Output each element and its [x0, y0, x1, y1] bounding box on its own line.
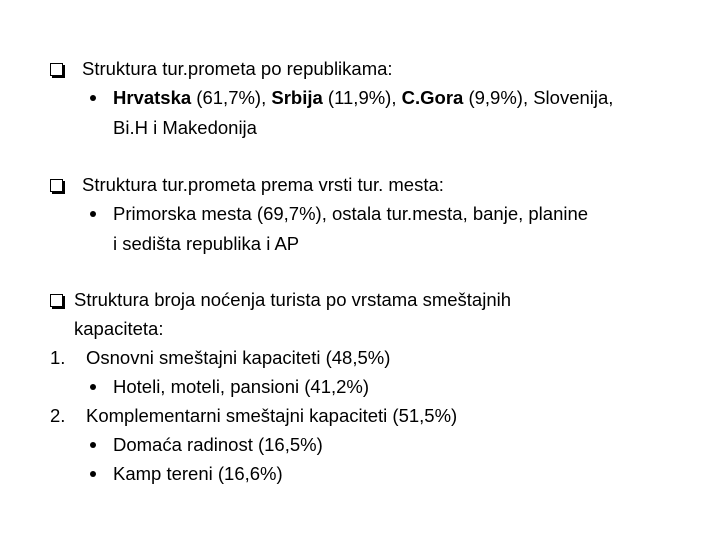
- republic-name: Srbija: [271, 87, 323, 108]
- republic-value: (9,9%), Slovenija,: [463, 87, 614, 108]
- bullet-icon: [90, 471, 96, 477]
- bullet-icon: [90, 384, 96, 390]
- list-number: 2.: [50, 405, 66, 426]
- list-item: Osnovni smeštajni kapaciteti (48,5%): [86, 347, 391, 368]
- section2-heading: Struktura tur.prometa prema vrsti tur. mesta:: [82, 174, 444, 195]
- republic-value: (11,9%),: [322, 87, 402, 108]
- list-item: Komplementarni smeštajni kapaciteti (51,5%): [86, 405, 458, 426]
- sub-list-item: Kamp tereni (16,6%): [113, 463, 283, 484]
- bullet-icon: [90, 95, 96, 101]
- section1-bullet-continuation: Bi.H i Makedonija: [113, 117, 257, 138]
- sub-list-item: Domaća radinost (16,5%): [113, 434, 323, 455]
- republic-name: Hrvatska: [113, 87, 192, 108]
- checkbox-bullet-icon: [50, 63, 63, 76]
- checkbox-bullet-icon: [50, 179, 63, 192]
- section1-heading: Struktura tur.prometa po republikama:: [82, 58, 393, 79]
- list-number: 1.: [50, 347, 66, 368]
- republic-value: (61,7%),: [191, 87, 272, 108]
- section2-bullet: Primorska mesta (69,7%), ostala tur.mesta, banje, planine: [113, 203, 589, 224]
- section3-heading-continuation: kapaciteta:: [74, 318, 164, 339]
- bullet-icon: [90, 442, 96, 448]
- sub-list-item: Hoteli, moteli, pansioni (41,2%): [113, 376, 370, 397]
- section1-bullet: [113, 86, 613, 110]
- section2-bullet-continuation: i sedišta republika i AP: [113, 233, 300, 254]
- bullet-icon: [90, 211, 96, 217]
- republic-name: C.Gora: [401, 87, 464, 108]
- section3-heading: Struktura broja noćenja turista po vrstama smeštajnih: [74, 289, 512, 310]
- checkbox-bullet-icon: [50, 294, 63, 307]
